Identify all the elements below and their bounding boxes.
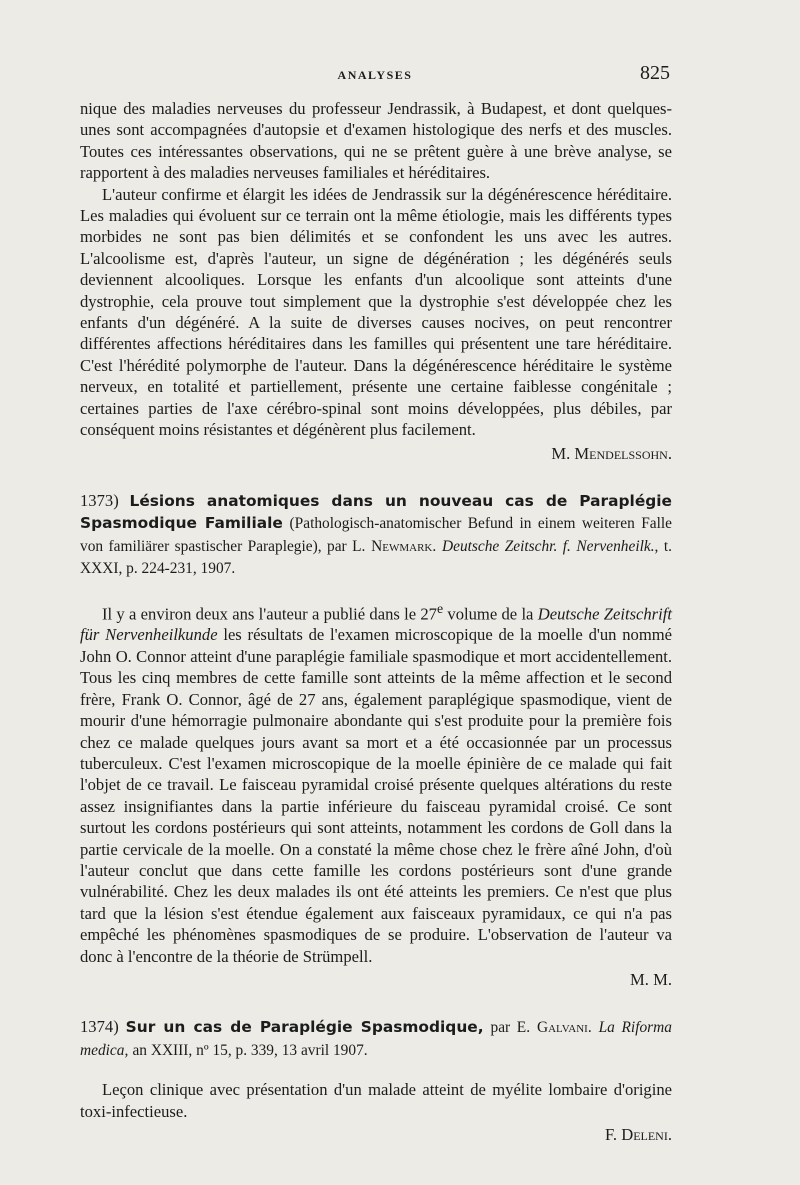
signature: M. M. (630, 969, 672, 989)
entry-author: Galvani. (536, 1019, 592, 1037)
entry-number: 1373) (80, 490, 119, 510)
superscript: e (436, 600, 444, 616)
entry-citation: par E. (490, 1019, 531, 1037)
entry-title: Lésions anatomiques dans un nouveau cas de Paraplégie Spasmodique Familiale (80, 491, 672, 533)
running-title: ANALYSES (337, 68, 413, 82)
paragraph (80, 598, 672, 967)
entry-number: 1374) (80, 1017, 119, 1037)
entry-journal: La Riforma medica, (80, 1019, 672, 1059)
text-part: Il y a environ deux ans l'auteur a publié dans le 27 (102, 604, 437, 624)
entry-title: Sur un cas de Paraplégie Spasmodique, (125, 1018, 484, 1037)
running-head (80, 62, 670, 86)
page-body (80, 98, 672, 1145)
journal-title: Deutsche Zeitschrift für Nervenheilkunde (80, 604, 672, 645)
entry-author: Newmark. (371, 537, 437, 555)
paragraph: Leçon clinique avec présentation d'un malade atteint de myélite lombaire d'origine toxi-infectieuse. (80, 1080, 672, 1121)
signature: F. Deleni. (605, 1125, 672, 1144)
entry-citation-tail: an XXIII, nº 15, p. 339, 13 avril 1907. (132, 1041, 368, 1059)
entry-heading (80, 490, 672, 580)
paragraph: L'auteur confirme et élargit les idées de Jendrassik sur la dégénérescence héréditaire. Les maladies qui évoluent sur ce terrain ont la même étiologie, mais les différents types morbides ne sont pas bien délimités et se confondent les uns avec les autres. L'alcoolisme est, d'après l'auteur, un signe de dégénération ; les dégénérés seuls deviennent alcooliques. Lorsque les enfants d'un alcoolique sont atteints d'une dystrophie, cela prouve tout simplement que la dystrophie s'est développée chez les enfants d'un dégénéré. A la suite de diverses causes nocives, on peut rencontrer différentes affections héréditaires dans les familles qui présentent une tare héréditaire. C'est l'hérédité polymorphe de l'auteur. Dans la dégénérescence héréditaire le système nerveux, en totalité et partiellement, présente une certaine faiblesse congénitale ; certaines parties de l'axe cérébro-spinal sont moins développées, plus débiles, par conséquent moins résistantes et dégénèrent plus facilement. (80, 184, 672, 440)
signature: M. Mendelssohn. (551, 443, 672, 463)
text-part: volume de la (443, 604, 538, 624)
entry-journal: Deutsche Zeitschr. f. Nervenheilk. (442, 537, 655, 555)
entry-citation-tail: , t. XXXI, p. 224-231, 1907. (80, 537, 672, 578)
article-1373-preceding (80, 98, 672, 464)
article-1374 (80, 1016, 672, 1145)
text-part: les résultats de l'examen microscopique de la moelle d'un nommé John O. Connor atteint d'une paraplégie familiale spasmodique et mort accidentellement. Tous les cinq membres de cette famille sont atteints de la même affection et le second frère, Frank O. Connor, âgé de 27 ans, également paraplégique spasmodique, vient de mourir d'une hémorragie pulmonaire abondante qui s'est produite pour la première fois chez ce malade quelques jours avant sa mort et a été occasionnée par un processus tuberculeux. C'est l'examen microscopique de la moelle épinière de ce malade qui fait l'objet de ce travail. Le faisceau pyramidal croisé présente quelques altérations du reste assez insignifiantes dans la partie inférieure du faisceau pyramidal croisé. Ce sont surtout les cordons postérieurs qui sont atteints, notamment les cordons de Goll dans la partie cervicale de la moelle. On a constaté la même chose chez le frère aîné John, d'où l'auteur conclut que dans cette famille les cordons postérieurs sont d'une grande vulnérabilité. Chez les deux malades ils ont été atteints les premiers. Ce n'est que plus tard que la lésion s'est étendue également aux faisceaux pyramidaux, ce qui n'a pas empêché les phénomènes spasmodiques de se produire. L'observation de l'auteur va donc à l'encontre de la théorie de Strümpell. (80, 625, 672, 966)
entry-citation: (Pathologisch-anatomischer Befund in einem weiteren Falle von familiärer spastischer Paraplegie), par L. (80, 515, 672, 555)
article-1373 (80, 490, 672, 990)
paragraph: nique des maladies nerveuses du professeur Jendrassik, à Budapest, et dont quelques-unes sont accompagnées d'autopsie et d'examen histologique des nerfs et des muscles. Toutes ces intéressantes observations, qui ne se prêtent guère à une brève analyse, se rapportent à des maladies nerveuses familiales et héréditaires. (80, 99, 672, 183)
page-number: 825 (640, 62, 670, 84)
entry-heading (80, 1016, 672, 1061)
